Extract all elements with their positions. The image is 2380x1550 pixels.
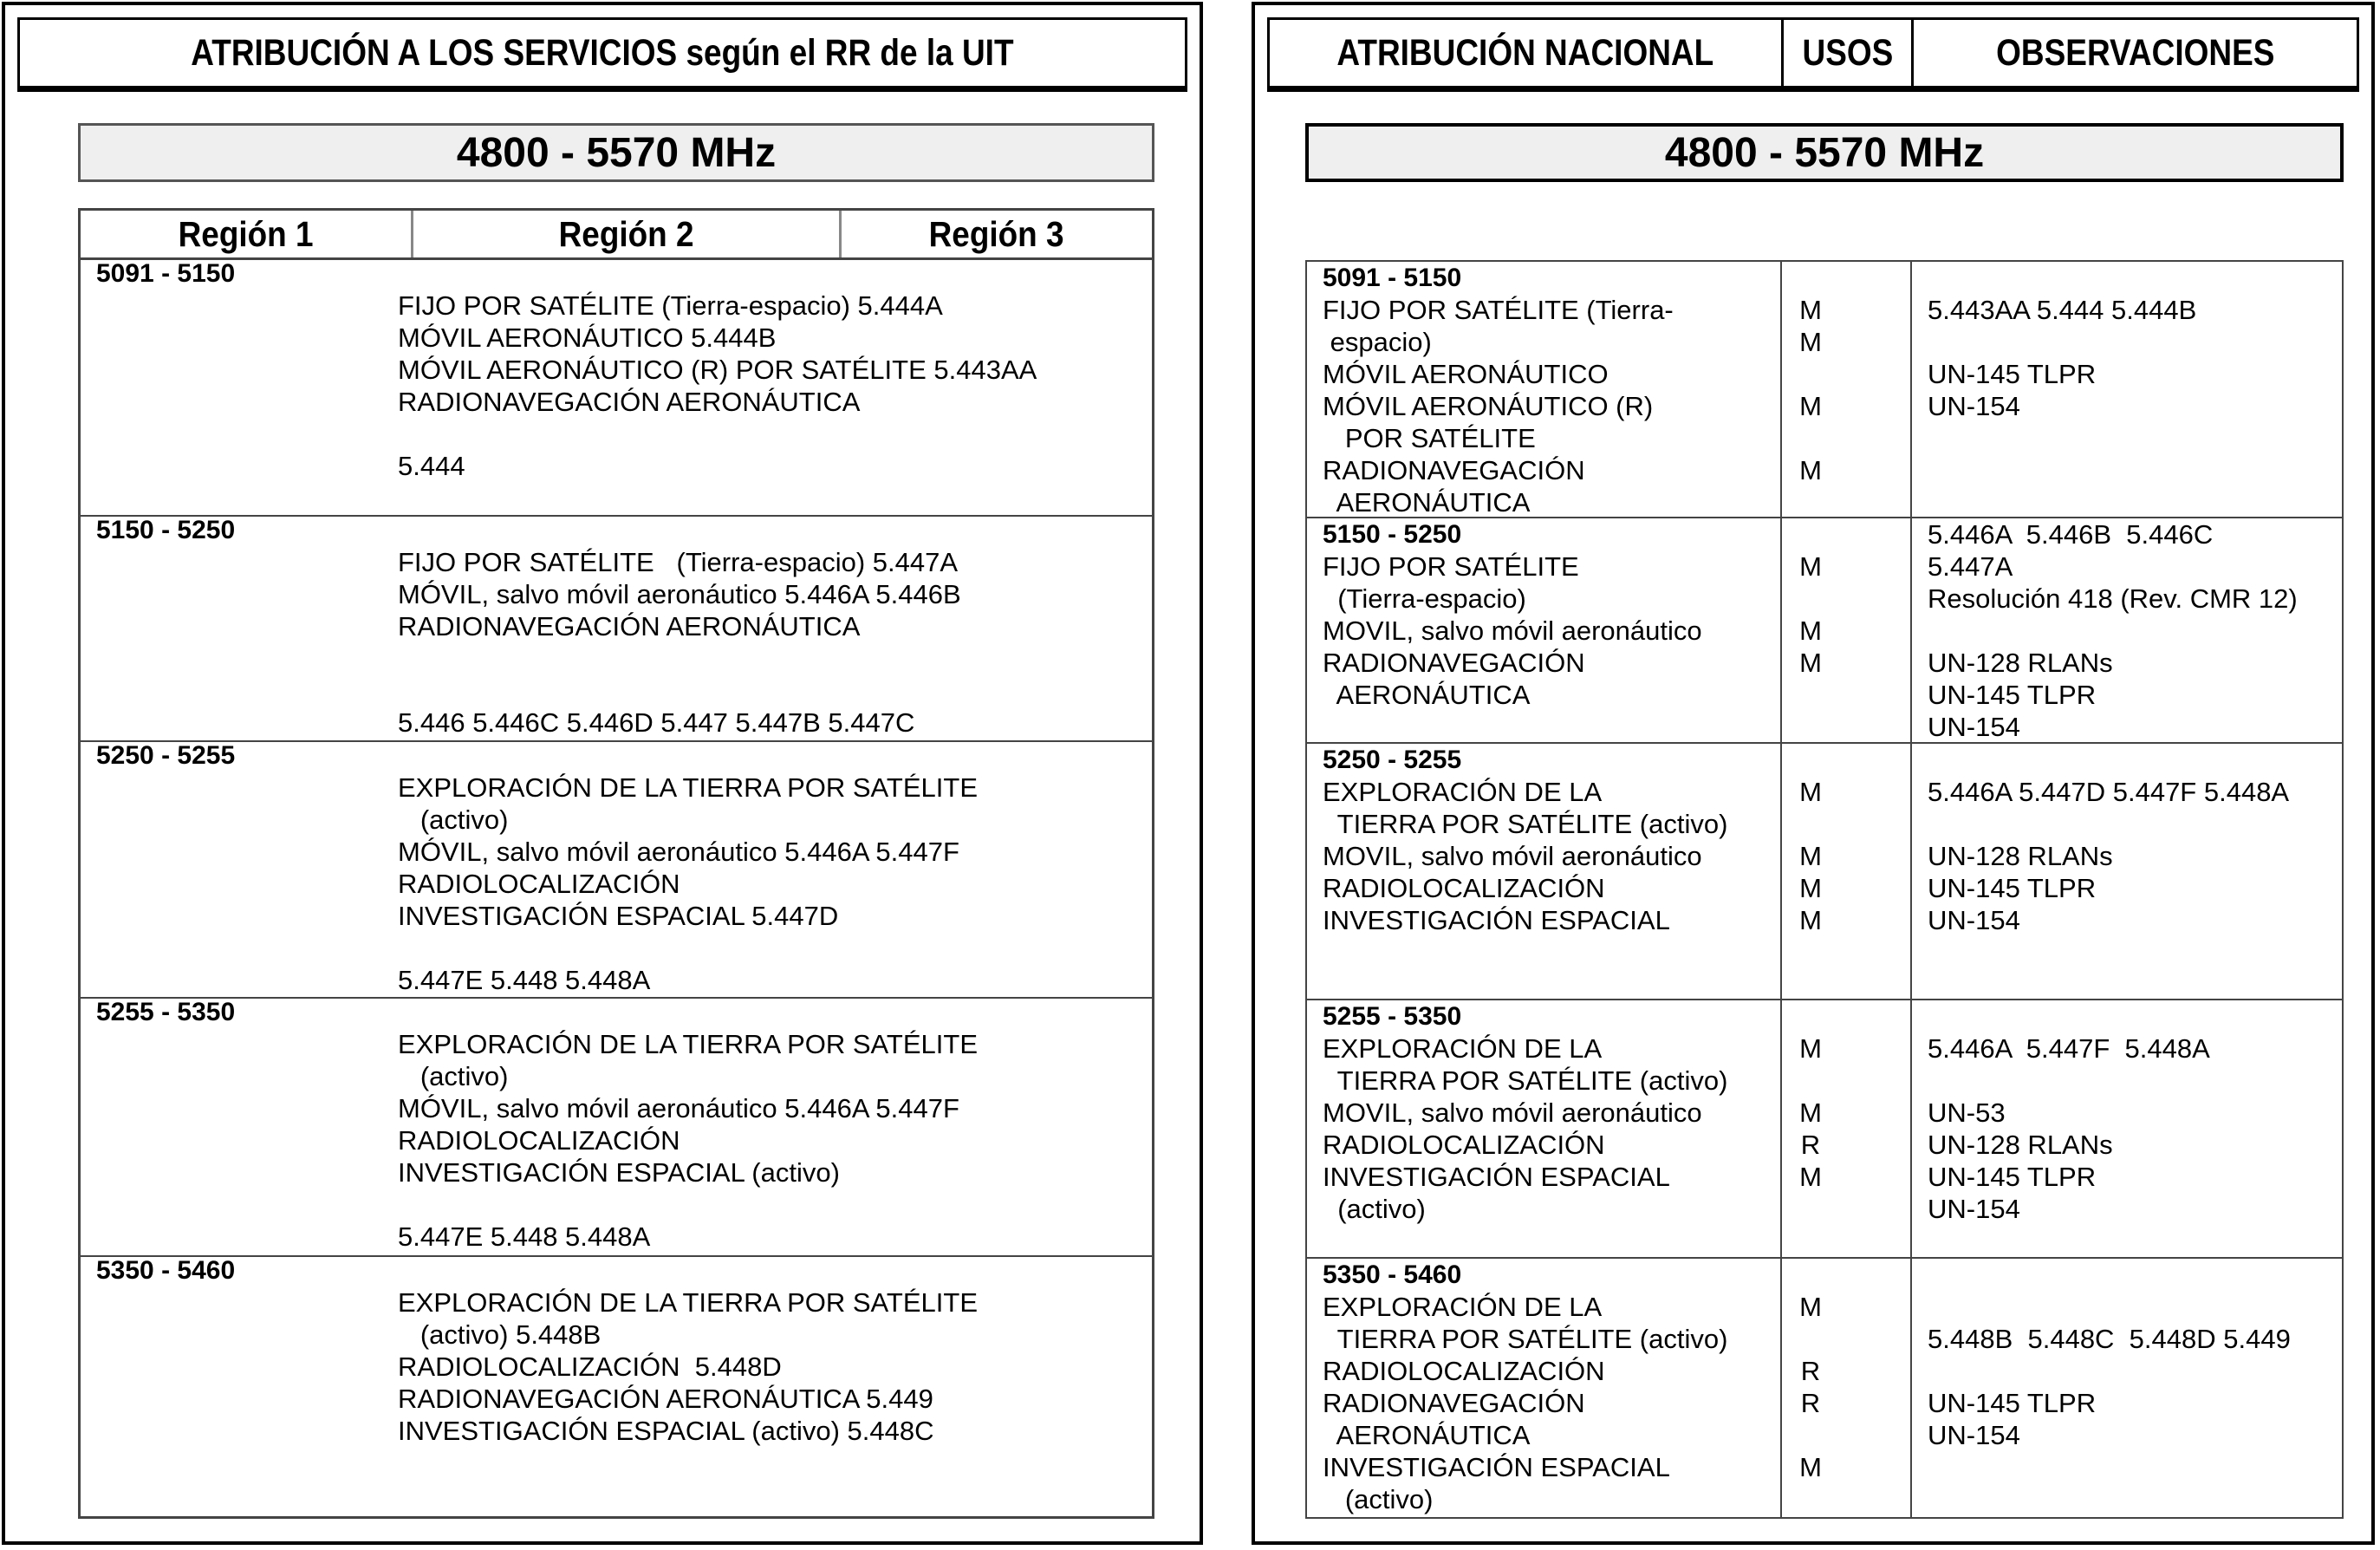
allocation-line: INVESTIGACIÓN ESPACIAL (activo) 5.448C [398,1416,934,1446]
uso-code [1780,583,1841,615]
observation-line [1928,1000,2210,1032]
uso-code: M [1799,777,1822,807]
service-line: RADIONAVEGACIÓN [1323,1388,1585,1418]
observation-line: 5.447A [1928,551,2013,582]
uso-code: M [1799,455,1822,485]
allocation-lines [398,546,961,739]
uso-code: R [1800,1388,1821,1418]
observation-line: 5.443AA 5.444 5.444B [1928,295,2197,325]
spacer [1780,518,1841,550]
uso-code: M [1799,1292,1822,1322]
table-row [81,999,1152,1257]
allocation-line: MÓVIL AERONÁUTICO 5.444B [398,322,777,353]
observation-line [1928,486,2196,518]
service-line: MÓVIL AERONÁUTICO (R) [1323,391,1654,421]
allocation-line: RADIONAVEGACIÓN AERONÁUTICA 5.449 [398,1384,933,1414]
service-line: INVESTIGACIÓN ESPACIAL [1323,905,1670,935]
allocation-line [398,1189,978,1221]
service-line: MOVIL, salvo móvil aeronáutico [1323,615,1702,646]
allocation-line: 5.447E 5.448 5.448A [398,965,651,995]
service-line: espacio) [1323,327,1432,357]
uso-code [1780,358,1841,390]
uso-code: M [1799,615,1822,646]
table-row [1307,262,2342,518]
band-range: 5350 - 5460 [96,1256,236,1285]
service-line: POR SATÉLITE [1323,423,1536,453]
uso-code: M [1799,873,1822,903]
observation-line [1928,1355,2291,1387]
service-line: INVESTIGACIÓN ESPACIAL [1323,1162,1670,1192]
uso-code: M [1799,841,1822,871]
observation-line: 5.446A 5.446B 5.446C [1928,519,2214,550]
observation-line: Resolución 418 (Rev. CMR 12) [1928,583,2298,614]
observation-line [1928,1259,2291,1291]
allocation-line: (activo) [398,1061,509,1091]
usos-cell [1780,1000,1841,1225]
observation-line [1928,422,2196,454]
service-line: FIJO POR SATÉLITE (Tierra- [1323,295,1674,325]
observation-line: UN-128 RLANs [1928,1130,2113,1160]
service-line: AERONÁUTICA [1323,680,1531,710]
spacer [1780,744,1841,776]
allocation-lines [398,772,978,996]
header-atribucion-nacional: ATRIBUCIÓN NACIONAL [1336,31,1714,74]
uso-code: M [1799,905,1822,935]
observation-line [1928,615,2298,647]
allocation-line: MÓVIL AERONÁUTICO (R) POR SATÉLITE 5.443AA [398,355,1037,385]
service-line: EXPLORACIÓN DE LA [1323,777,1603,807]
allocation-line: (activo) [398,804,509,835]
uso-code [1780,1483,1841,1515]
table-row [81,742,1152,999]
table-row [1307,1000,2342,1259]
national-allocation-panel [1252,2,2375,1545]
observaciones-cell [1928,518,2298,743]
uso-code: M [1799,1162,1822,1192]
services-cell [1323,1259,1727,1515]
observation-line [1928,1291,2291,1323]
itu-allocation-panel [2,2,1203,1545]
table-row [1307,1259,2342,1519]
table-row [81,1257,1152,1519]
usos-cell [1780,1259,1841,1515]
band-range: 5091 - 5150 [1323,264,1462,292]
allocation-line: RADIONAVEGACIÓN AERONÁUTICA [398,611,861,641]
service-line: RADIOLOCALIZACIÓN [1323,873,1605,903]
band-range: 5250 - 5255 [1323,746,1462,774]
band-range: 5150 - 5250 [1323,520,1462,549]
uso-code: M [1799,1097,1822,1128]
service-line: TIERRA POR SATÉLITE (activo) [1323,1065,1728,1096]
uso-code [1780,486,1841,518]
observation-line [1928,1451,2291,1483]
observation-line: UN-128 RLANs [1928,841,2113,871]
service-line: TIERRA POR SATÉLITE (activo) [1323,809,1728,839]
band-range: 5350 - 5460 [1323,1260,1462,1289]
observaciones-cell [1928,1259,2291,1515]
observaciones-cell [1928,262,2196,518]
uso-code: R [1800,1130,1821,1160]
uso-code: M [1799,295,1822,325]
service-line: EXPLORACIÓN DE LA [1323,1033,1603,1064]
service-line: MÓVIL AERONÁUTICO [1323,359,1609,389]
allocation-line: FIJO POR SATÉLITE (Tierra-espacio) 5.444A [398,290,943,321]
service-line: MOVIL, salvo móvil aeronáutico [1323,841,1702,871]
usos-cell [1780,262,1841,518]
observation-line [1928,1483,2291,1515]
band-range: 5255 - 5350 [96,998,236,1026]
allocation-line: EXPLORACIÓN DE LA TIERRA POR SATÉLITE [398,1029,978,1059]
region-1-header: Región 1 [81,211,413,257]
itu-header-title: ATRIBUCIÓN A LOS SERVICIOS según el RR de la UIT [191,31,1014,74]
uso-code [1780,711,1841,743]
table-row [81,260,1152,517]
service-line: RADIONAVEGACIÓN [1323,455,1585,485]
service-line: INVESTIGACIÓN ESPACIAL [1323,1452,1670,1482]
uso-code: M [1799,1452,1822,1482]
allocation-line: RADIOLOCALIZACIÓN 5.448D [398,1351,782,1382]
spacer [1780,262,1841,294]
allocation-line [398,674,961,707]
service-line: RADIOLOCALIZACIÓN [1323,1356,1605,1386]
spacer [1780,1259,1841,1291]
spacer [1780,1000,1841,1032]
allocation-line [398,932,978,964]
uso-code [1780,679,1841,711]
allocation-line [398,418,1037,450]
allocation-line: RADIONAVEGACIÓN AERONÁUTICA [398,387,861,417]
allocation-line: 5.444 [398,451,465,481]
header-observaciones: OBSERVACIONES [1995,31,2275,74]
observation-line: UN-53 [1928,1097,2006,1128]
uso-code: M [1799,327,1822,357]
band-range: 5255 - 5350 [1323,1002,1462,1031]
national-header [1267,17,2359,92]
region-header [78,208,1154,260]
allocation-line [398,642,961,674]
observation-line: UN-154 [1928,391,2020,421]
allocation-line: (activo) 5.448B [398,1319,602,1350]
observation-line: UN-145 TLPR [1928,1162,2097,1192]
service-line: MOVIL, salvo móvil aeronáutico [1323,1097,1702,1128]
observation-line [1928,454,2196,486]
uso-code [1780,1323,1841,1355]
service-line: TIERRA POR SATÉLITE (activo) [1323,1324,1728,1354]
allocation-line: 5.446 5.446C 5.446D 5.447 5.447B 5.447C [398,707,915,738]
allocation-lines [398,1028,978,1253]
uso-code: M [1799,1033,1822,1064]
itu-allocation-table [78,260,1154,1519]
service-line: AERONÁUTICA [1323,1420,1531,1450]
service-line: (Tierra-espacio) [1323,583,1526,614]
observation-line: UN-128 RLANs [1928,648,2113,678]
itu-header [17,17,1187,92]
service-line: RADIONAVEGACIÓN [1323,648,1585,678]
allocation-line: EXPLORACIÓN DE LA TIERRA POR SATÉLITE [398,1287,978,1318]
observation-line: 5.446A 5.447D 5.447F 5.448A [1928,777,2290,807]
usos-cell [1780,744,1841,936]
observation-line: UN-145 TLPR [1928,680,2097,710]
observation-line [1928,262,2196,294]
observation-line: 5.446A 5.447F 5.448A [1928,1033,2210,1064]
national-allocation-table [1305,260,2344,1519]
frequency-band-title: 4800 - 5570 MHz [78,123,1154,182]
observation-line [1928,808,2289,840]
observation-line: UN-145 TLPR [1928,1388,2097,1418]
uso-code [1780,808,1841,840]
allocation-line: MÓVIL, salvo móvil aeronáutico 5.446A 5.447F [398,837,959,867]
uso-code: R [1800,1356,1821,1386]
observation-line: UN-154 [1928,712,2020,742]
services-cell [1323,262,1674,518]
services-cell [1323,518,1702,743]
allocation-line: INVESTIGACIÓN ESPACIAL (activo) [398,1157,840,1188]
observation-line: UN-154 [1928,1420,2020,1450]
observation-line [1928,744,2289,776]
uso-code [1780,1065,1841,1097]
allocation-line: FIJO POR SATÉLITE (Tierra-espacio) 5.447A [398,547,959,577]
allocation-lines [398,1286,978,1447]
region-3-header: Región 3 [929,213,1064,254]
region-2-header: Región 2 [413,211,842,257]
uso-code [1780,1419,1841,1451]
service-line [1323,711,1702,743]
service-line: EXPLORACIÓN DE LA [1323,1292,1603,1322]
service-line: (activo) [1323,1194,1426,1224]
uso-code: M [1799,648,1822,678]
allocation-line: MÓVIL, salvo móvil aeronáutico 5.446A 5.447F [398,1093,959,1123]
observation-line: UN-154 [1928,1194,2020,1224]
uso-code [1780,422,1841,454]
observaciones-cell [1928,744,2289,936]
observation-line: UN-154 [1928,905,2020,935]
allocation-line: RADIOLOCALIZACIÓN [398,1125,680,1156]
service-line: FIJO POR SATÉLITE [1323,551,1579,582]
allocation-line: 5.447E 5.448 5.448A [398,1221,651,1252]
usos-cell [1780,518,1841,743]
observation-line [1928,326,2196,358]
table-row [1307,744,2342,1000]
observation-line: 5.448B 5.448C 5.448D 5.449 [1928,1324,2291,1354]
services-cell [1323,744,1727,936]
allocation-line: MÓVIL, salvo móvil aeronáutico 5.446A 5.446B [398,579,961,609]
observation-line: UN-145 TLPR [1928,873,2097,903]
service-line: AERONÁUTICA [1323,487,1531,518]
service-line: (activo) [1323,1484,1434,1514]
header-usos: USOS [1802,31,1893,74]
services-cell [1323,1000,1727,1225]
uso-code [1780,1193,1841,1225]
band-range: 5091 - 5150 [96,259,236,288]
observation-line [1928,1065,2210,1097]
allocation-line: EXPLORACIÓN DE LA TIERRA POR SATÉLITE [398,772,978,803]
observaciones-cell [1928,1000,2210,1225]
observation-line: UN-145 TLPR [1928,359,2097,389]
national-frequency-band-title: 4800 - 5570 MHz [1305,123,2344,182]
service-line: RADIOLOCALIZACIÓN [1323,1130,1605,1160]
band-range: 5250 - 5255 [96,741,236,770]
allocation-line: INVESTIGACIÓN ESPACIAL 5.447D [398,901,839,931]
allocation-lines [398,290,1037,482]
table-row [81,517,1152,742]
uso-code: M [1799,551,1822,582]
allocation-line: RADIOLOCALIZACIÓN [398,869,680,899]
table-row [1307,518,2342,744]
uso-code: M [1799,391,1822,421]
band-range: 5150 - 5250 [96,516,236,544]
